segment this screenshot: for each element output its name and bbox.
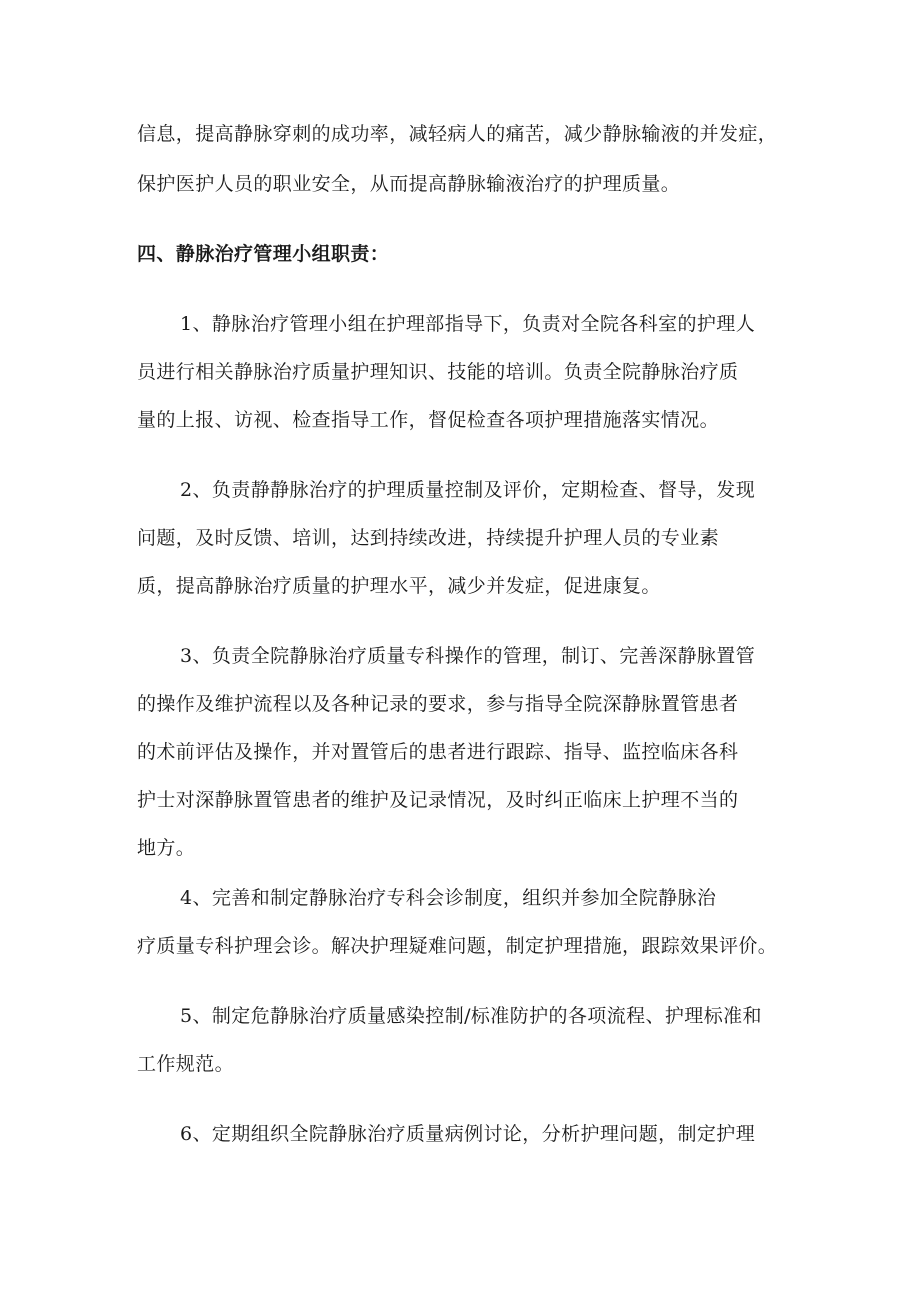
item-5-line-2: 工作规范。 (137, 1053, 235, 1075)
item-2-line-1: 2、负责静静脉治疗的护理质量控制及评价，定期检查、督导，发现 (180, 479, 756, 501)
item-4-line-2: 疗质量专科护理会诊。解决护理疑难问题，制定护理措施，跟踪效果评价。 (137, 935, 778, 957)
section-heading: 四、静脉治疗管理小组职责： (137, 243, 390, 265)
item-3-line-4: 护士对深静脉置管患者的维护及记录情况，及时纠正临床上护理不当的 (137, 789, 739, 811)
intro-line-1: 信息，提高静脉穿刺的成功率，减轻病人的痛苦，减少静脉输液的并发症， (137, 123, 778, 145)
item-2-line-2: 问题，及时反馈、培训，达到持续改进，持续提升护理人员的专业素 (137, 527, 720, 549)
item-3-line-5: 地方。 (137, 837, 196, 859)
item-1-line-2: 员进行相关静脉治疗质量护理知识、技能的培训。负责全院静脉治疗质 (137, 361, 739, 383)
item-5-line-1: 5、制定危静脉治疗质量感染控制/标准防护的各项流程、护理标准和 (180, 1005, 762, 1027)
item-6-line-1: 6、定期组织全院静脉治疗质量病例讨论，分析护理问题，制定护理 (180, 1123, 756, 1145)
item-4-line-1: 4、完善和制定静脉治疗专科会诊制度，组织并参加全院静脉治 (180, 887, 717, 909)
item-2-line-3: 质，提高静脉治疗质量的护理水平，减少并发症，促进康复。 (137, 575, 661, 597)
item-1-line-3: 量的上报、访视、检查指导工作，督促检查各项护理措施落实情况。 (137, 409, 720, 431)
item-3-line-3: 的术前评估及操作，并对置管后的患者进行跟踪、指导、监控临床各科 (137, 741, 739, 763)
item-3-line-2: 的操作及维护流程以及各种记录的要求，参与指导全院深静脉置管患者 (137, 693, 739, 715)
intro-line-2: 保护医护人员的职业安全，从而提高静脉输液治疗的护理质量。 (137, 173, 681, 195)
item-3-line-1: 3、负责全院静脉治疗质量专科操作的管理，制订、完善深静脉置管 (180, 645, 756, 667)
item-1-line-1: 1、静脉治疗管理小组在护理部指导下，负责对全院各科室的护理人 (180, 313, 756, 335)
